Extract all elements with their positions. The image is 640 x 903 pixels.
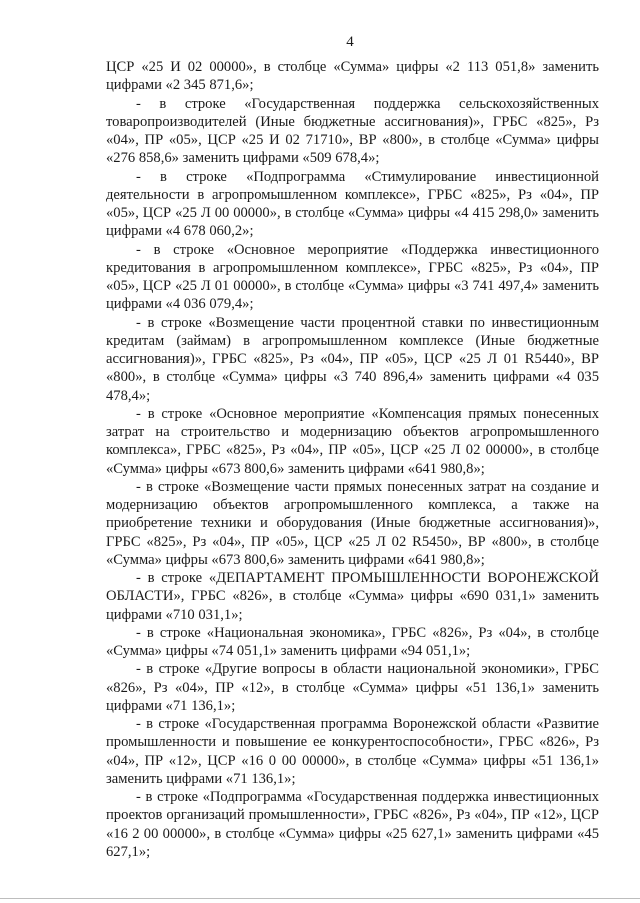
paragraph-amendment: - в строке «Государственная поддержка сельскохозяйственных товаропроизводителей (Иные бюджетные ассигнования)», ГРБС «825», Рз «04», ПР «05», ЦСР «25 И 02 71710», ВР «800», в столбце «Сумма» цифры «276 858,6» заменить цифрами «509 678,4»; <box>106 95 599 167</box>
paragraph-amendment: - в строке «Основное мероприятие «Компенсация прямых понесенных затрат на строительство и модернизацию объектов агропромышленного комплекса», ГРБС «825», Рз «04», ПР «05», ЦСР «25 Л 02 00000», в столбце «Сумма» цифры «673 800,6» заменить цифрами «641 980,8»; <box>106 405 599 477</box>
document-body <box>106 58 599 861</box>
paragraph-amendment: - в строке «Национальная экономика», ГРБС «826», Рз «04», в столбце «Сумма» цифры «74 051,1» заменить цифрами «94 051,1»; <box>106 624 599 659</box>
paragraph-amendment: - в строке «Государственная программа Воронежской области «Развитие промышленности и повышение ее конкурентоспособности», ГРБС «826», Рз «04», ПР «12», ЦСР «16 0 00 00000», в столбце «Сумма» цифры «51 136,1» заменить цифрами «71 136,1»; <box>106 716 599 787</box>
paragraph-amendment: - в строке «Другие вопросы в области национальной экономики», ГРБС «826», Рз «04», ПР «12», в столбце «Сумма» цифры «51 136,1» заменить цифрами «71 136,1»; <box>106 661 599 714</box>
paragraph-amendment: - в строке «Возмещение части прямых понесенных затрат на создание и модернизацию объектов агропромышленного комплекса, а также на приобретение техники и оборудования (Иные бюджетные ассигнования)», ГРБС «825», Рз «04», ПР «05», ЦСР «25 Л 02 R5450», ВР «800», в столбце «Сумма» цифры «673 800,6» заменить цифрами «641 980,8»; <box>106 478 599 568</box>
paragraph-amendment: - в строке «Основное мероприятие «Поддержка инвестиционного кредитования в агропромышленном комплексе», ГРБС «825», Рз «04», ПР «05», ЦСР «25 Л 01 00000», в столбце «Сумма» цифры «3 741 497,4» заменить цифрами «4 036 079,4»; <box>106 241 599 313</box>
paragraph-continuation: ЦСР «25 И 02 00000», в столбце «Сумма» цифры «2 113 051,8» заменить цифрами «2 345 871,6»; <box>106 59 599 94</box>
page-number: 4 <box>346 34 354 50</box>
paragraph-amendment: - в строке «Подпрограмма «Стимулирование инвестиционной деятельности в агропромышленном комплексе», ГРБС «825», Рз «04», ПР «05», ЦСР «25 Л 00 00000», в столбце «Сумма» цифры «4 415 298,0» заменить цифрами «4 678 060,2»; <box>106 168 599 240</box>
paragraph-amendment: - в строке «Возмещение части процентной ставки по инвестиционным кредитам (займам) в агропромышленном комплексе (Иные бюджетные ассигнования)», ГРБС «825», Рз «04», ПР «05», ЦСР «25 Л 01 R5440», ВР «800», в столбце «Сумма» цифры «3 740 896,4» заменить цифрами «4 035 478,4»; <box>106 314 599 404</box>
paragraph-amendment: - в строке «Подпрограмма «Государственная поддержка инвестиционных проектов организаций промышленности», ГРБС «826», Рз «04», ПР «12», ЦСР «16 2 00 00000», в столбце «Сумма» цифры «25 627,1» заменить цифрами «45 627,1»; <box>106 789 599 860</box>
scan-edge-line <box>0 898 640 899</box>
paragraph-amendment: - в строке «ДЕПАРТАМЕНТ ПРОМЫШЛЕННОСТИ ВОРОНЕЖСКОЙ ОБЛАСТИ», ГРБС «826», в столбце «Сумма» цифры «690 031,1» заменить цифрами «710 031,1»; <box>106 570 599 623</box>
